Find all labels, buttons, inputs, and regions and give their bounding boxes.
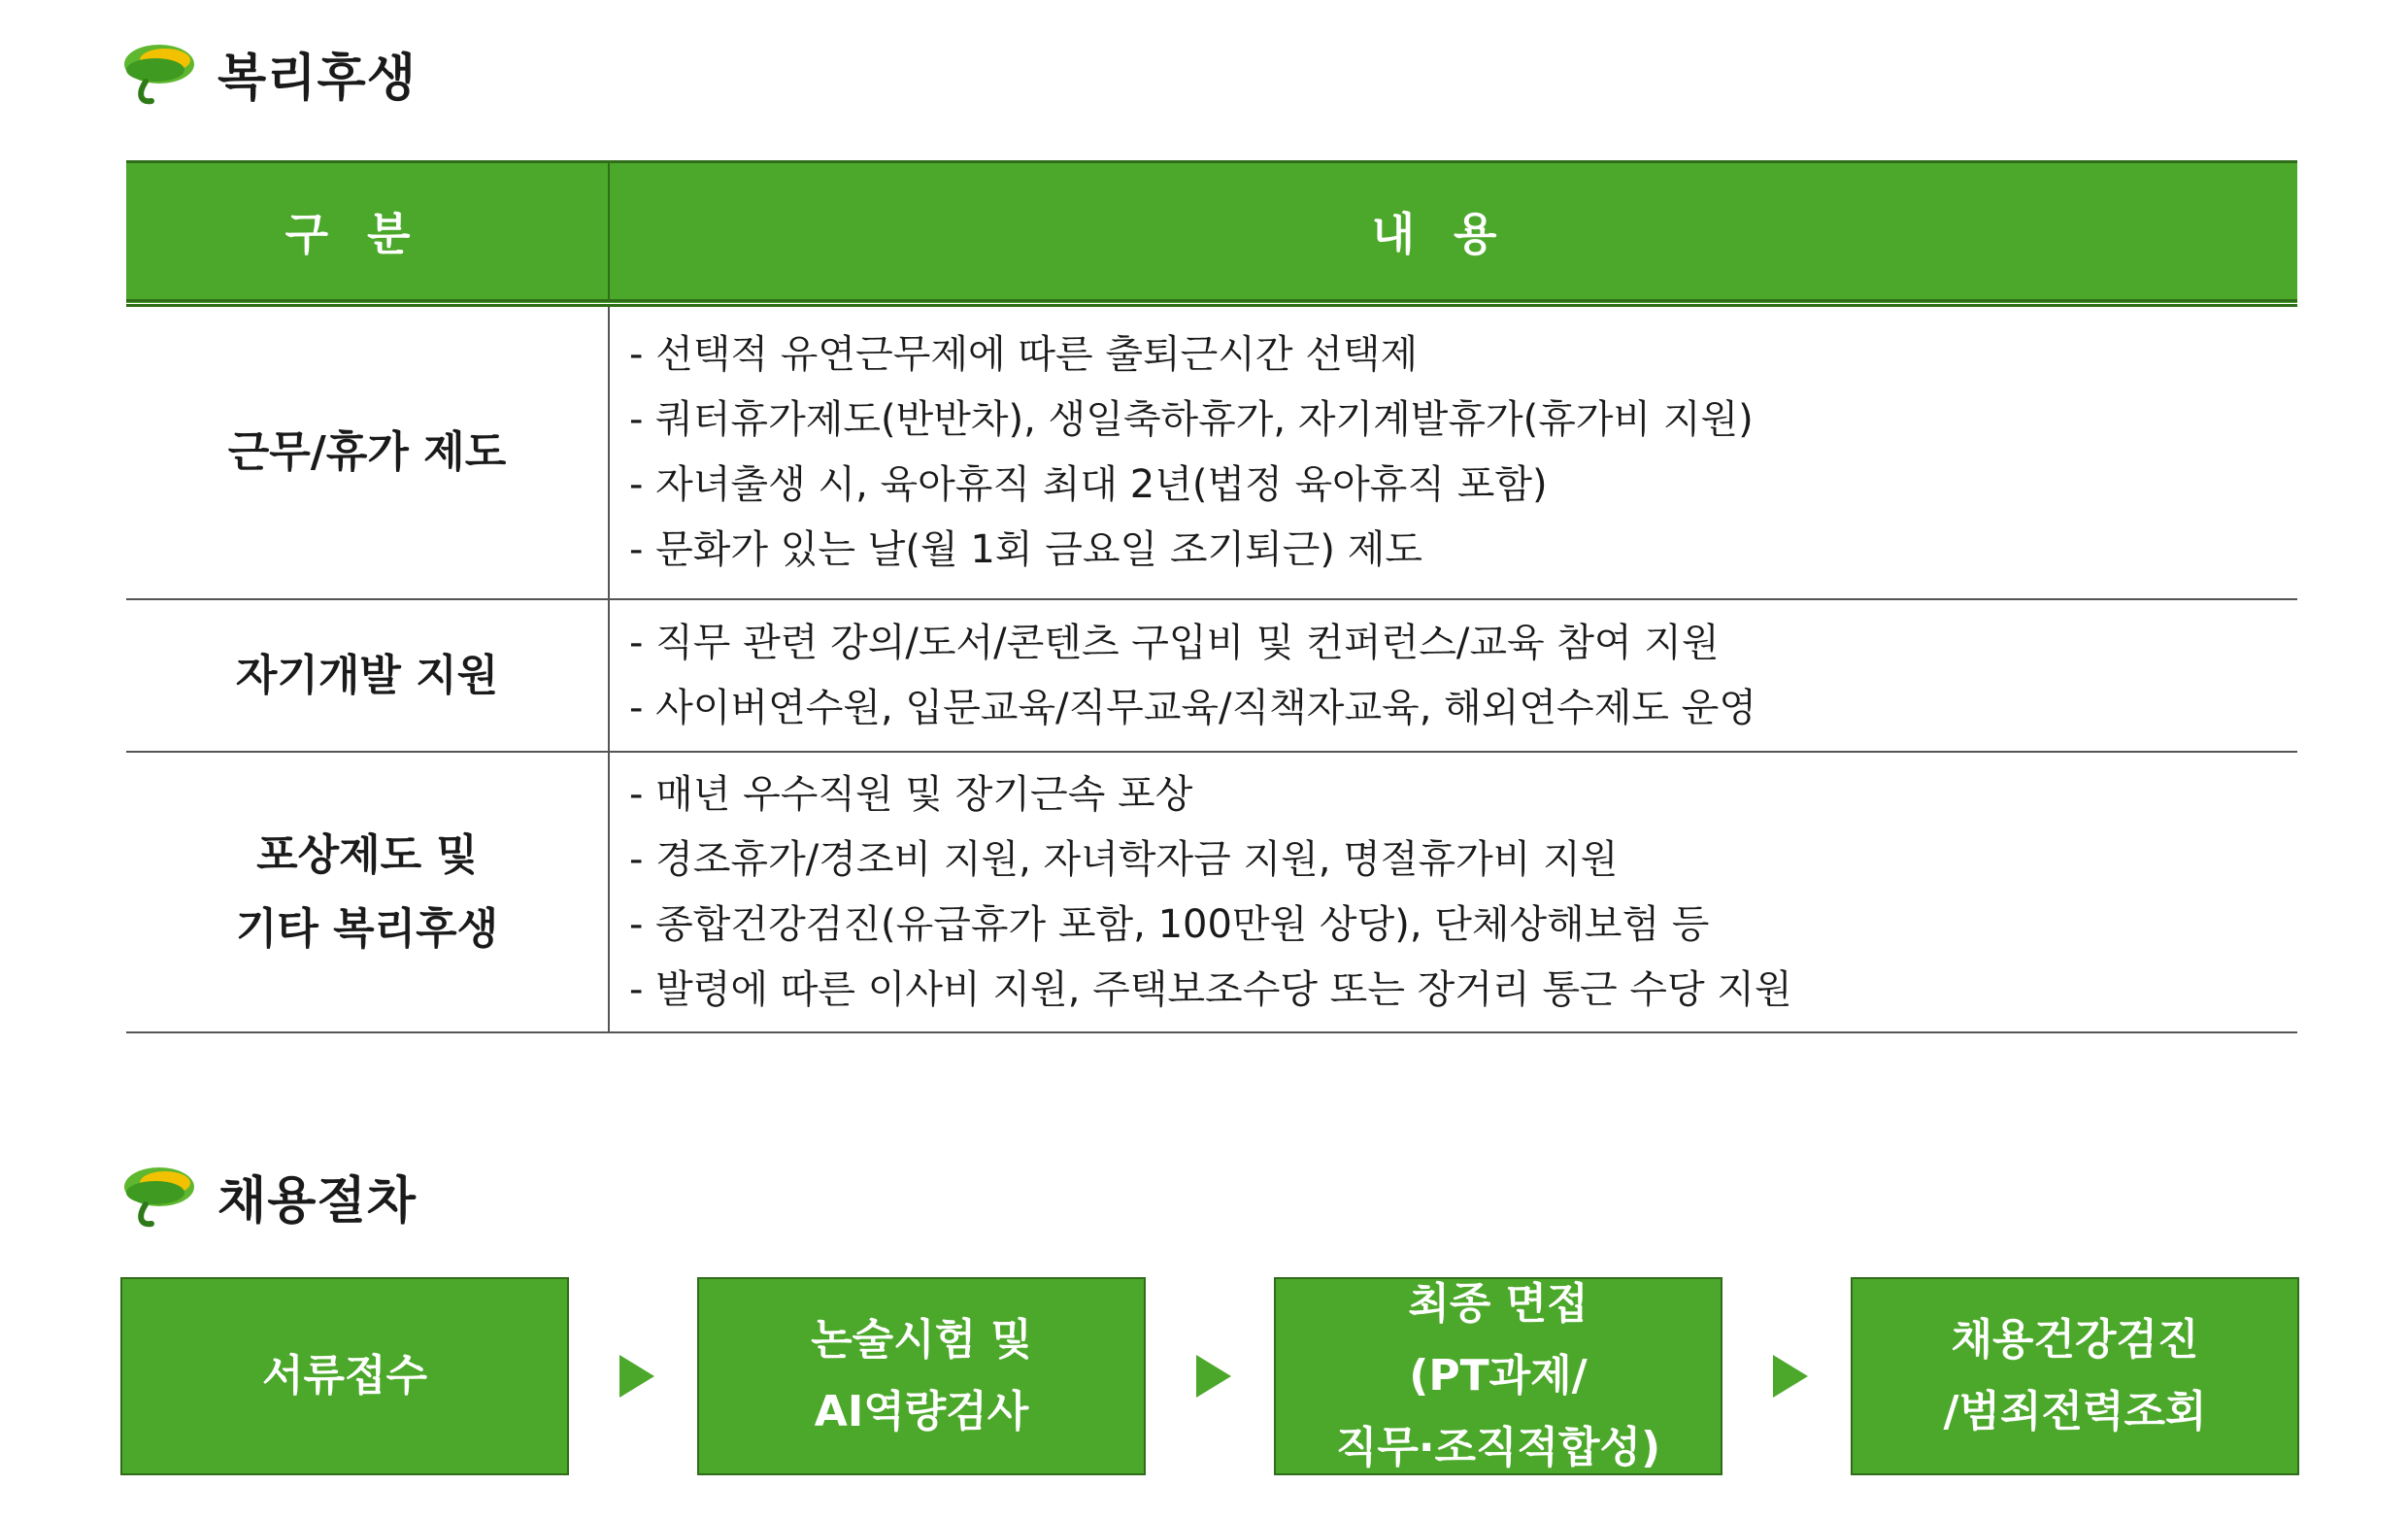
step-line: 서류접수 [261, 1351, 427, 1401]
arrow-right-icon [1773, 1355, 1808, 1398]
step-line: AI역량검사 [814, 1387, 1029, 1436]
row-items [609, 599, 2297, 752]
row-category [126, 599, 609, 752]
list-item: - 선택적 유연근무제에 따른 출퇴근시간 선택제 [629, 322, 2297, 388]
step-final-interview [1274, 1277, 1722, 1475]
table-row [126, 599, 2297, 752]
table-row [126, 752, 2297, 1032]
step-line: /범죄전력조회 [1943, 1387, 2207, 1436]
list-item: - 사이버연수원, 입문교육/직무교육/직책자교육, 해외연수제도 운영 [629, 676, 2297, 741]
arrow-right-icon [1196, 1355, 1231, 1398]
row-category [126, 303, 609, 599]
section-title-text: 채용절차 [217, 1172, 417, 1231]
row-items [609, 752, 2297, 1032]
section-title-hiring [117, 1160, 417, 1232]
table-row [126, 303, 2297, 599]
leaf-logo-icon [117, 1162, 196, 1232]
step-essay-ai-test [697, 1277, 1146, 1475]
list-item: - 쿼터휴가제도(반반차), 생일축하휴가, 자기계발휴가(휴가비 지원) [629, 388, 2297, 453]
list-item: - 문화가 있는 날(월 1회 금요일 조기퇴근) 제도 [629, 518, 2297, 583]
step-document-screening [120, 1277, 569, 1475]
step-line: 채용건강검진 [1951, 1315, 2199, 1365]
list-item: - 자녀출생 시, 육아휴직 최대 2년(법정 육아휴직 포함) [629, 453, 2297, 518]
header-category: 구분 [126, 162, 609, 304]
section-title-text: 복리후생 [217, 50, 417, 108]
category-line: 기타 복리후생 [235, 903, 499, 954]
table-header-row [126, 162, 2297, 304]
category-line: 근무/휴가 제도 [227, 427, 507, 477]
step-line: 직무·조직적합성) [1335, 1423, 1661, 1472]
step-health-background-check [1851, 1277, 2299, 1475]
header-content: 내용 [609, 162, 2297, 304]
list-item: - 직무 관련 강의/도서/콘텐츠 구입비 및 컨퍼런스/교육 참여 지원 [629, 611, 2297, 676]
welfare-table [126, 160, 2297, 1033]
section-title-welfare [117, 37, 417, 110]
step-line: (PT과제/ [1409, 1351, 1588, 1401]
row-category [126, 752, 609, 1032]
arrow-right-icon [619, 1355, 654, 1398]
step-line: 최종 면접 [1408, 1279, 1589, 1329]
category-line: 자기개발 지원 [235, 650, 499, 700]
list-item: - 매년 우수직원 및 장기근속 포상 [629, 762, 2297, 827]
list-item: - 경조휴가/경조비 지원, 자녀학자금 지원, 명절휴가비 지원 [629, 827, 2297, 893]
category-line: 포상제도 및 [256, 829, 478, 880]
step-line: 논술시험 및 [811, 1315, 1032, 1365]
list-item: - 종합건강검진(유급휴가 포함, 100만원 상당), 단체상해보험 등 [629, 893, 2297, 958]
list-item: - 발령에 따른 이사비 지원, 주택보조수당 또는 장거리 통근 수당 지원 [629, 958, 2297, 1023]
hiring-process-flow [120, 1277, 2299, 1477]
row-items [609, 303, 2297, 599]
leaf-logo-icon [117, 39, 196, 109]
